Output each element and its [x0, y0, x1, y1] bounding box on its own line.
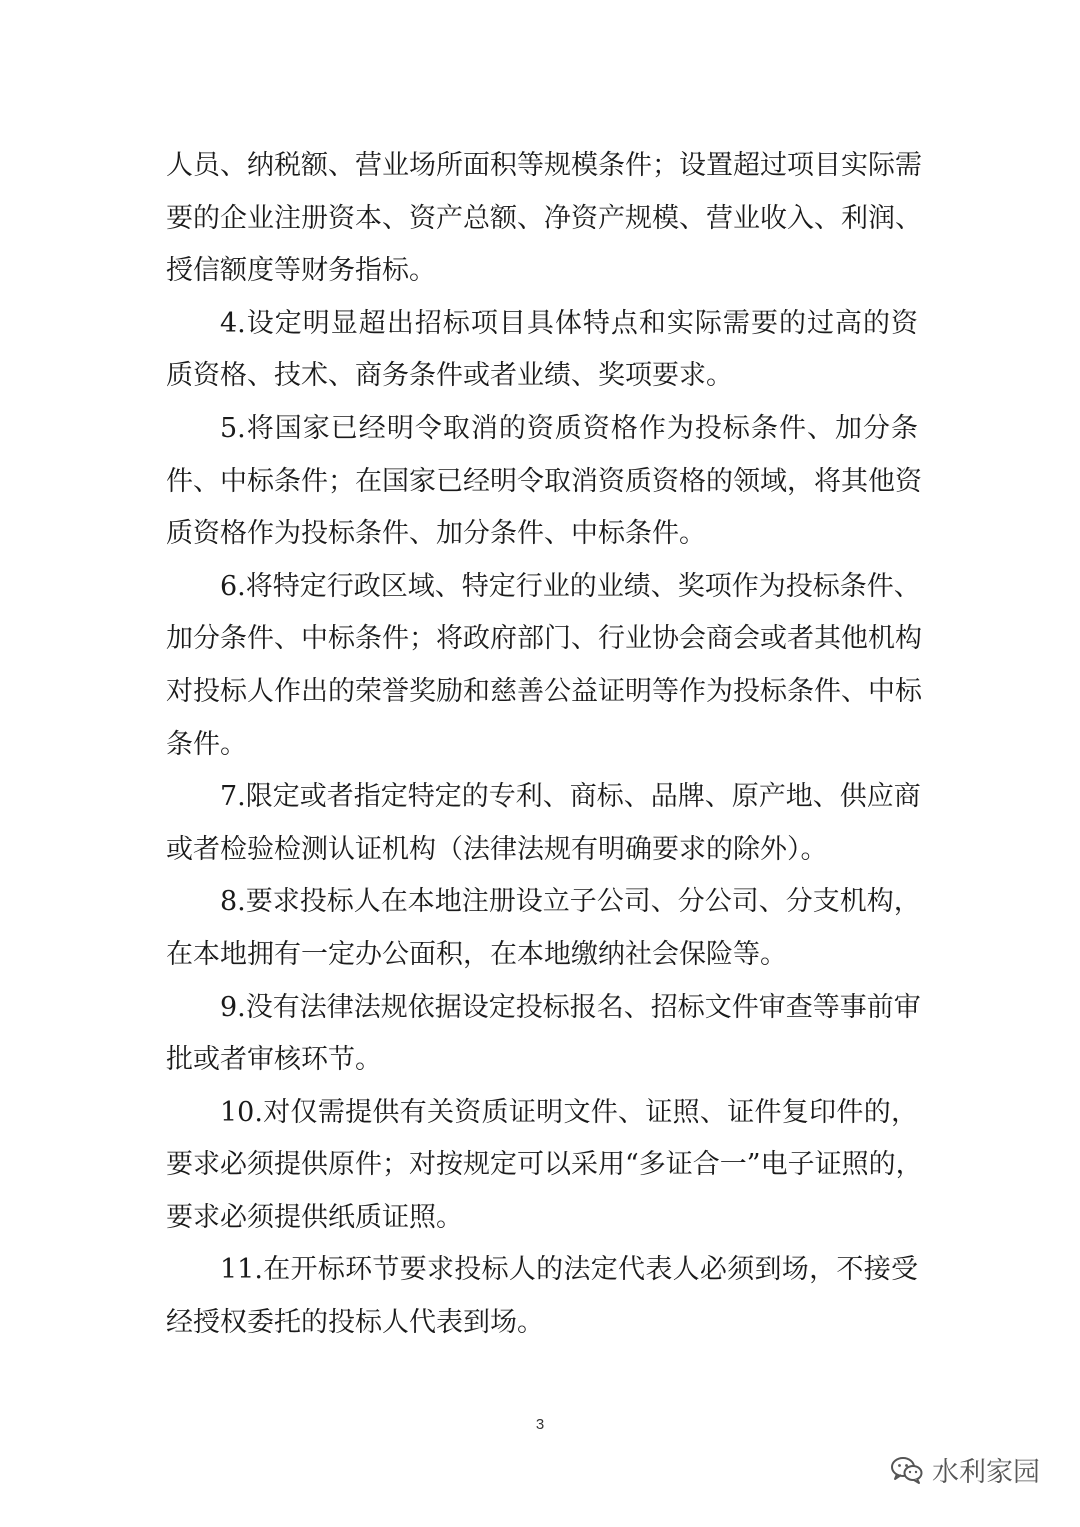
- text-line: 要求必须提供原件；对按规定可以采用“多证合一”电子证照的，: [166, 1149, 923, 1181]
- text-line: 9.没有法律法规依据设定投标报名、招标文件审查等事前审: [220, 991, 921, 1023]
- text-line: 11.在开标环节要求投标人的法定代表人必须到场，不接受: [220, 1254, 918, 1286]
- text-line: 条件。: [166, 728, 247, 760]
- text-line: 加分条件、中标条件；将政府部门、行业协会商会或者其他机构: [166, 623, 922, 655]
- text-line: 4.设定明显超出招标项目具体特点和实际需要的过高的资: [220, 307, 918, 339]
- watermark-text: 水利家园: [932, 1457, 1040, 1488]
- text-line: 10.对仅需提供有关资质证明文件、证照、证件复印件的，: [220, 1096, 918, 1128]
- wechat-icon: [890, 1455, 924, 1485]
- text-line: 人员、纳税额、营业场所面积等规模条件；设置超过项目实际需: [166, 150, 922, 181]
- text-line: 6.将特定行政区域、特定行业的业绩、奖项作为投标条件、: [220, 570, 921, 602]
- text-line: 7.限定或者指定特定的专利、商标、品牌、原产地、供应商: [220, 781, 921, 813]
- text-line: 在本地拥有一定办公面积，在本地缴纳社会保险等。: [166, 938, 787, 970]
- text-line: 授信额度等财务指标。: [166, 255, 436, 287]
- text-line: 或者检验检测认证机构（法律法规有明确要求的除外）。: [166, 833, 828, 865]
- page-number: 3: [535, 1416, 545, 1433]
- text-line: 质资格作为投标条件、加分条件、中标条件。: [166, 518, 706, 550]
- text-line: 对投标人作出的荣誉奖励和慈善公益证明等作为投标条件、中标: [166, 675, 922, 707]
- text-line: 5.将国家已经明令取消的资质资格作为投标条件、加分条: [220, 412, 918, 444]
- text-line: 要求必须提供纸质证照。: [166, 1201, 463, 1233]
- text-line: 质资格、技术、商务条件或者业绩、奖项要求。: [166, 360, 733, 392]
- watermark: [890, 1450, 1040, 1489]
- text-line: 8.要求投标人在本地注册设立子公司、分公司、分支机构，: [220, 886, 921, 918]
- text-line: 要的企业注册资本、资产总额、净资产规模、营业收入、利润、: [166, 202, 922, 234]
- text-line: 件、中标条件；在国家已经明令取消资质资格的领域，将其他资: [166, 465, 922, 497]
- text-line: 批或者审核环节。: [166, 1044, 382, 1076]
- text-line: 经授权委托的投标人代表到场。: [166, 1307, 544, 1339]
- document-body: [166, 140, 923, 1350]
